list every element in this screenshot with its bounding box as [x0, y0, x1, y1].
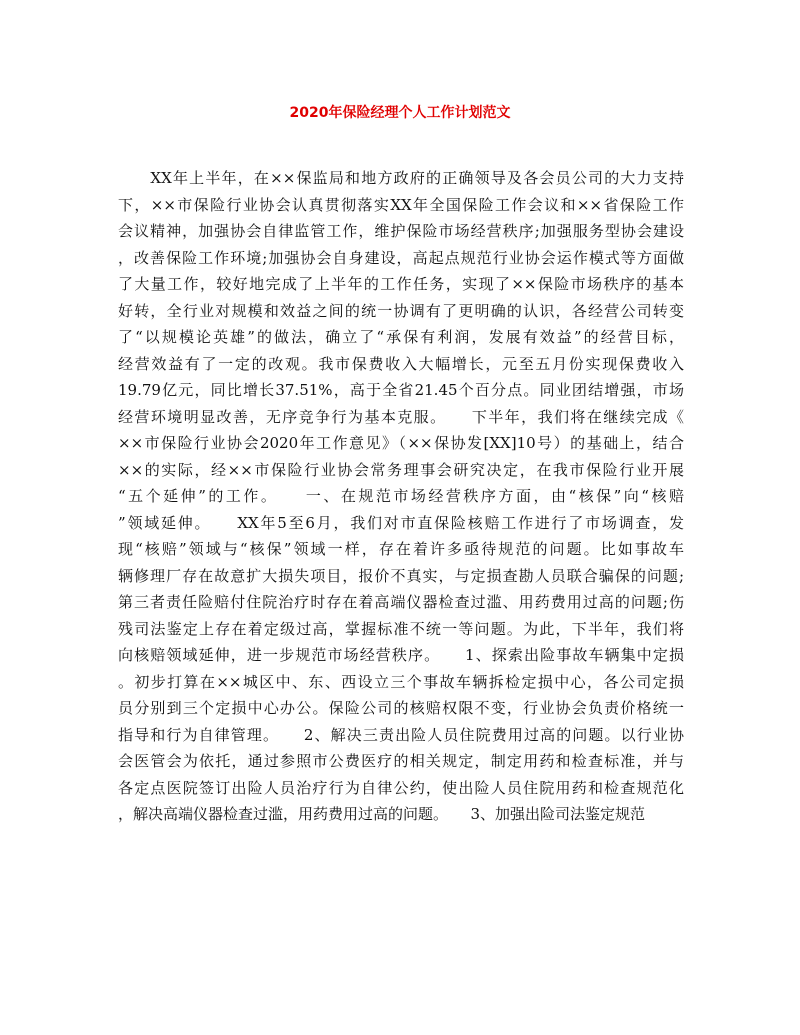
- body-line: 19.79亿元，同比增长37.51%，高于全省21.45个百分点。同业团结增强，市场: [118, 381, 684, 399]
- body-line: “五个延伸”的工作。 一、在规范市场经营秩序方面，由“核保”向“核赔: [118, 487, 684, 505]
- body-line: ”领域延伸。 XX年5至6月，我们对市直保险核赔工作进行了市场调查，发: [118, 513, 684, 532]
- body-line: 指导和行为自律管理。 2、解决三责出险人员住院费用过高的问题。以行业协: [118, 725, 684, 744]
- body-line: 员分别到三个定损中心办公。保险公司的核赔权限不变，行业协会负责价格统一: [118, 699, 684, 717]
- document-title: 2020年保险经理个人工作计划范文: [289, 105, 511, 121]
- body-line: 会医管会为依托，通过参照市公费医疗的相关规定，制定用药和检查标准，并与: [118, 752, 684, 770]
- body-line: ，解决高端仪器检查过滥，用药费用过高的问题。 3、加强出险司法鉴定规范: [118, 805, 646, 823]
- body-line: ××市保险行业协会2020年工作意见》（××保协发[XX]10号）的基础上，结合: [118, 434, 684, 452]
- body-line: 残司法鉴定上存在着定级过高，掌握标准不统一等问题。为此，下半年，我们将: [118, 619, 684, 638]
- body-line: 第三者责任险赔付住院治疗时存在着高端仪器检查过滥、用药费用过高的问题;伤: [118, 593, 684, 611]
- body-line: 经营效益有了一定的改观。我市保费收入大幅增长，元至五月份实现保费收入: [118, 354, 684, 373]
- body-line: 了“以规模论英雄”的做法，确立了“承保有利润，发展有效益”的经营目标，: [118, 328, 684, 346]
- body-line: 经营环境明显改善，无序竞争行为基本克服。 下半年，我们将在继续完成《: [118, 407, 684, 426]
- body-line: XX年上半年，在××保监局和地方政府的正确领导及各会员公司的大力支持: [118, 169, 684, 187]
- document-body: [118, 165, 684, 828]
- body-line: 了大量工作，较好地完成了上半年的工作任务，实现了××保险市场秩序的基本: [118, 275, 684, 293]
- body-line: 各定点医院签订出险人员治疗行为自律公约，使出险人员住院用药和检查规范化: [118, 778, 684, 797]
- body-line: 会议精神，加强协会自律监管工作，维护保险市场经营秩序;加强服务型协会建设: [118, 222, 684, 240]
- body-line: 好转，全行业对规模和效益之间的统一协调有了更明确的认识，各经营公司转变: [118, 301, 684, 320]
- body-line: ，改善保险工作环境;加强协会自身建设，高起点规范行业协会运作模式等方面做: [118, 248, 684, 267]
- body-line: 现“核赔”领域与“核保”领域一样，存在着许多亟待规范的问题。比如事故车: [118, 540, 684, 558]
- body-line: 。初步打算在××城区中、东、西设立三个事故车辆拆检定损中心，各公司定损: [118, 672, 684, 691]
- body-line: 辆修理厂存在故意扩大损失项目，报价不真实，与定损查勘人员联合骗保的问题;: [118, 566, 684, 585]
- body-line: 下，××市保险行业协会认真贯彻落实XX年全国保险工作会议和××省保险工作: [118, 195, 684, 214]
- body-line: ××的实际，经××市保险行业协会常务理事会研究决定，在我市保险行业开展: [118, 460, 684, 479]
- body-line: 向核赔领域延伸，进一步规范市场经营秩序。 1、探索出险事故车辆集中定损: [118, 646, 684, 664]
